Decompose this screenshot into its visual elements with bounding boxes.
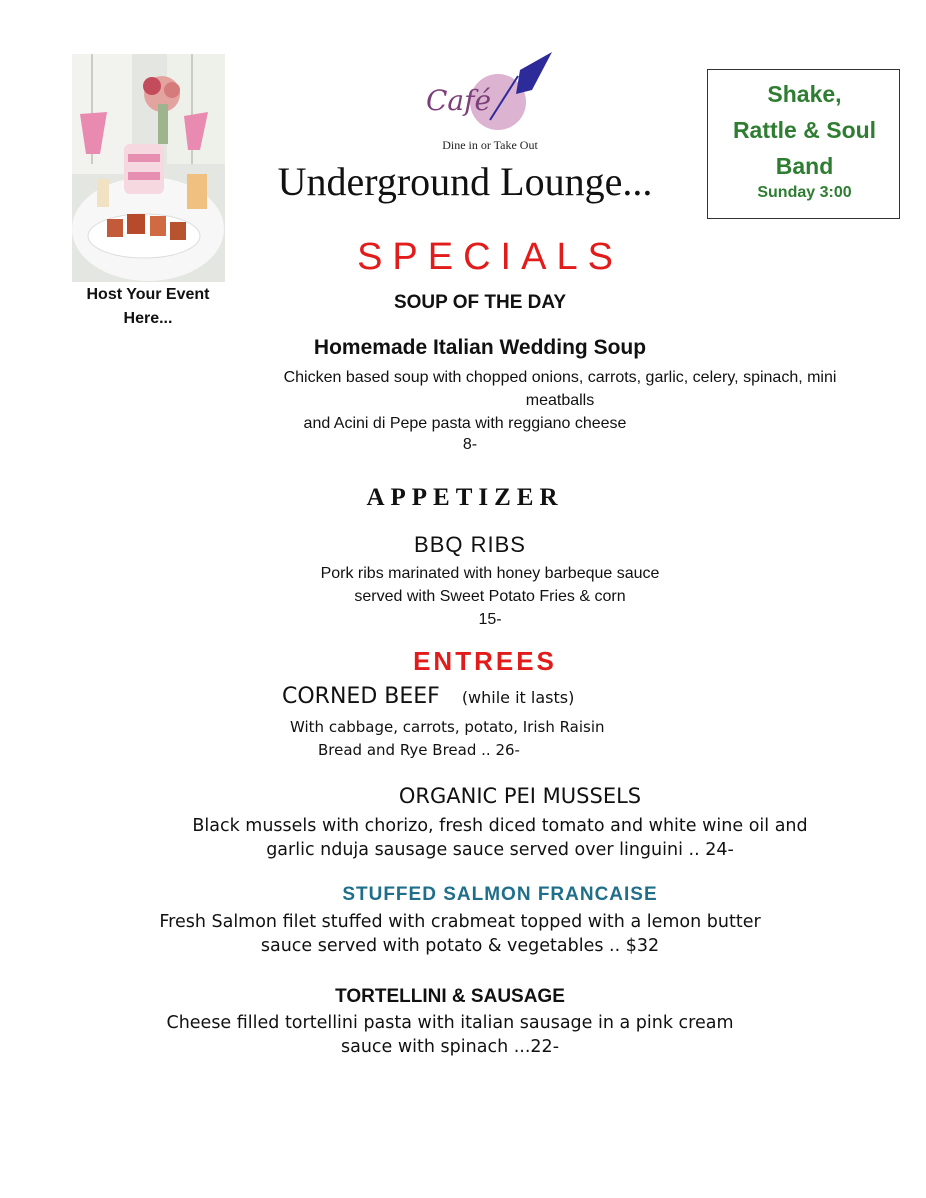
soup-desc-line-2: meatballs xyxy=(525,392,595,409)
salmon-description xyxy=(60,910,860,958)
host-event-caption xyxy=(62,283,234,331)
mussels-description xyxy=(90,814,910,862)
soup-desc-line-1: Chicken based soup with chopped onions, carrots, garlic, celery, spinach, mini xyxy=(283,369,837,386)
event-photo xyxy=(72,54,225,282)
appetizer-name: BBQ RIBS xyxy=(414,532,526,557)
tortellini-desc-line-1: Cheese filled tortellini pasta with italian sausage in a pink cream xyxy=(166,1013,734,1033)
corned-beef-name: CORNED BEEF xyxy=(282,684,440,709)
soup-description xyxy=(250,366,870,412)
tortellini-desc-line-2: sauce with spinach ...22- xyxy=(340,1037,560,1057)
band-name xyxy=(707,76,902,184)
mussels-desc-line-1: Black mussels with chorizo, fresh diced tomato and white wine oil and xyxy=(192,816,808,836)
table-setting-image xyxy=(72,54,225,282)
salmon-desc-line-2: sauce served with potato & vegetables .. $32 xyxy=(260,936,660,956)
band-line-1: Shake, xyxy=(767,81,842,107)
soup-heading: SOUP OF THE DAY xyxy=(393,292,567,313)
soup-desc-line-3: and Acini di Pepe pasta with reggiano cheese xyxy=(303,415,627,432)
appetizer-desc-line-1: Pork ribs marinated with honey barbeque sauce xyxy=(320,565,660,582)
corned-beef-title xyxy=(282,684,702,709)
cafe-logo-graphic xyxy=(420,50,560,140)
appetizer-heading: APPETIZER xyxy=(366,484,564,511)
appetizer-price: 15- xyxy=(478,611,502,628)
corned-beef-description xyxy=(290,716,710,762)
corned-beef-note: (while it lasts) xyxy=(461,688,575,707)
appetizer-description xyxy=(270,562,710,631)
salmon-name: STUFFED SALMON FRANCAISE xyxy=(342,884,658,905)
logo-tagline: Dine in or Take Out xyxy=(442,138,538,152)
band-time: Sunday 3:00 xyxy=(757,184,852,201)
entrees-heading: ENTREES xyxy=(413,646,557,676)
corned-desc-line-2: Bread and Rye Bread .. 26- xyxy=(318,741,520,759)
salmon-desc-line-1: Fresh Salmon filet stuffed with crabmeat topped with a lemon butter xyxy=(159,912,761,932)
soup-price: 8- xyxy=(462,436,478,453)
caption-line-2: Here... xyxy=(123,310,173,327)
band-line-2: Rattle & Soul xyxy=(732,117,877,143)
corned-desc-line-1: With cabbage, carrots, potato, Irish Raisin xyxy=(290,718,605,736)
caption-line-1: Host Your Event xyxy=(86,286,210,303)
tortellini-description xyxy=(90,1011,810,1059)
mussels-name: ORGANIC PEI MUSSELS xyxy=(398,784,642,808)
tortellini-name: TORTELLINI & SAUSAGE xyxy=(335,986,565,1007)
logo-mark: Café xyxy=(426,84,492,117)
soup-name: Homemade Italian Wedding Soup xyxy=(313,336,647,359)
mussels-desc-line-2: garlic nduja sausage sauce served over linguini .. 24- xyxy=(266,840,734,860)
venue-title: Underground Lounge... xyxy=(277,159,653,204)
band-line-3: Band xyxy=(775,153,834,179)
specials-heading: SPECIALS xyxy=(357,236,623,278)
appetizer-desc-line-2: served with Sweet Potato Fries & corn xyxy=(354,588,626,605)
